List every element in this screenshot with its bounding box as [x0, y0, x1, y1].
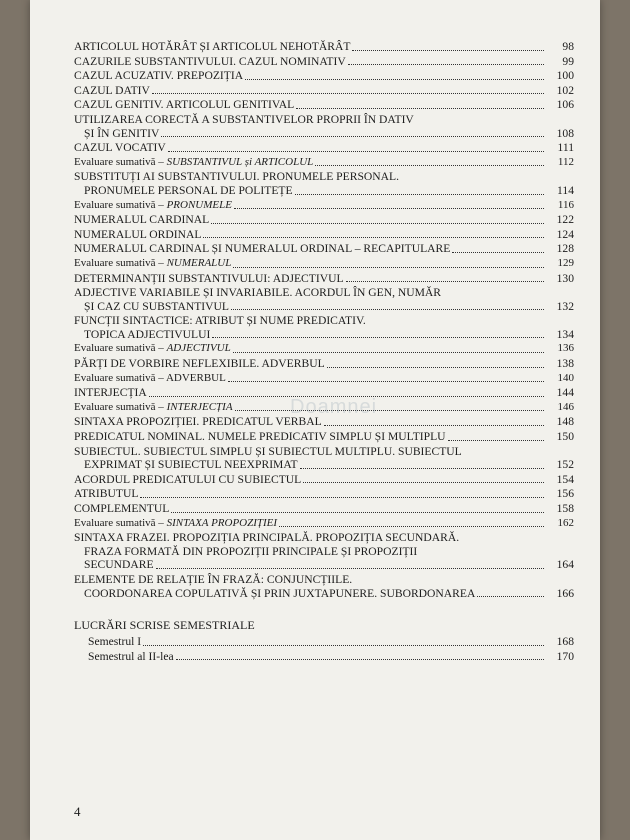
toc-entry-title [74, 531, 546, 572]
toc-page-number: 136 [557, 342, 574, 355]
table-of-contents [74, 40, 574, 664]
dot-leader [140, 487, 544, 498]
toc-entry-title [74, 502, 546, 516]
toc-entry [74, 487, 574, 501]
toc-page-number: 106 [556, 98, 574, 112]
toc-entry-line [74, 170, 546, 184]
toc-entry-title [74, 199, 546, 213]
toc-page-number: 100 [556, 69, 574, 83]
watermark: Doamnei [290, 396, 378, 418]
toc-entry-title [74, 257, 546, 271]
eval-prefix: Evaluare sumativă – [74, 198, 167, 211]
toc-entry-line [74, 55, 546, 69]
eval-prefix: Evaluare sumativă – [74, 256, 167, 269]
toc-entry-text: ACORDUL PREDICATULUI CU SUBIECTUL [74, 472, 302, 486]
toc-entry-text: ARTICOLUL HOTĂRÂT ȘI ARTICOLUL NEHOTĂRÂT [74, 40, 351, 53]
toc-entry-text: ȘI ÎN GENITIV [84, 126, 160, 140]
dot-leader [233, 342, 544, 353]
toc-page-number: 116 [557, 198, 574, 211]
toc-entry-line [74, 242, 546, 256]
dot-leader [176, 650, 544, 661]
dot-leader [228, 372, 544, 383]
toc-entry-title [74, 242, 546, 256]
eval-topic: SUBSTANTIVUL și ARTICOLUL [166, 155, 314, 168]
section-item-label: Semestrul I [88, 635, 142, 649]
toc-entry-line [74, 545, 546, 559]
toc-entry-text: ATRIBUTUL [74, 487, 139, 501]
toc-entry-text [74, 156, 313, 170]
toc-page-number: 146 [557, 400, 574, 413]
toc-entry [74, 199, 574, 213]
toc-page-number: 168 [556, 635, 574, 649]
toc-entry-text: CAZUL ACUZATIV. PREPOZIȚIA [74, 69, 244, 83]
toc-page-number: 166 [556, 586, 574, 600]
dot-leader [452, 242, 544, 253]
toc-entry-title [74, 141, 546, 155]
toc-entry-title [74, 69, 546, 83]
dot-leader [477, 587, 544, 598]
toc-entry-line [74, 257, 546, 271]
toc-entry-text: FUNCȚII SINTACTICE: ATRIBUT ȘI NUME PREDICATIV. [74, 314, 366, 328]
toc-entry-line [74, 113, 546, 127]
toc-entry [74, 98, 574, 112]
toc-page-number: 164 [556, 558, 574, 572]
toc-entry [74, 531, 574, 572]
toc-entry-title [74, 357, 546, 371]
toc-entry-text: NUMERALUL ORDINAL [74, 227, 202, 241]
toc-entry-line [74, 300, 546, 314]
toc-entry [74, 430, 574, 444]
toc-page-number: 108 [556, 126, 574, 140]
toc-entry [74, 372, 574, 386]
toc-page-number: 140 [557, 371, 574, 384]
toc-entry-line [74, 587, 546, 601]
toc-entry-text: SUBIECTUL. SUBIECTUL SIMPLU ȘI SUBIECTUL MULTIPLU. SUBIECTUL [74, 444, 462, 458]
toc-page-number: 170 [556, 649, 574, 663]
toc-page-number: 134 [556, 327, 574, 341]
toc-page-number: 162 [557, 516, 574, 529]
toc-entry-line [74, 502, 546, 516]
section-item-title [74, 650, 546, 664]
dot-leader [168, 141, 544, 152]
toc-entry-line [74, 98, 546, 112]
toc-entry-text: DETERMINANȚII SUBSTANTIVULUI: ADJECTIVUL [74, 271, 344, 285]
toc-entry-text: NUMERALUL CARDINAL [74, 213, 210, 227]
toc-entry-title [74, 113, 546, 140]
toc-page-number: 150 [556, 430, 574, 444]
dot-leader [279, 517, 544, 528]
toc-entry-line [74, 531, 546, 545]
toc-entry-line [74, 372, 546, 386]
toc-entry-text: COORDONAREA COPULATIVĂ ȘI PRIN JUXTAPUNERE. SUBORDONAREA [84, 586, 476, 600]
toc-entry [74, 228, 574, 242]
toc-entry-title [74, 156, 546, 170]
toc-page-number: 102 [556, 83, 574, 97]
toc-entry-line [74, 141, 546, 155]
toc-entry-title [74, 170, 546, 197]
toc-entry-text: ADJECTIVE VARIABILE ȘI INVARIABILE. ACORDUL ÎN GEN, NUMĂR [74, 286, 442, 300]
toc-page-number: 122 [556, 213, 574, 227]
toc-entry-text [74, 517, 277, 531]
toc-entry-text: INTERJECȚIA [74, 386, 147, 400]
toc-entry [74, 286, 574, 313]
dot-leader [211, 213, 544, 224]
toc-entry-line [74, 127, 546, 141]
toc-entry-title [74, 286, 546, 313]
toc-entry [74, 314, 574, 341]
toc-entry-line [74, 328, 546, 342]
toc-entry-line [74, 184, 546, 198]
toc-entry-line [88, 650, 546, 664]
toc-entry-line [74, 458, 546, 472]
toc-page-number: 112 [557, 155, 574, 168]
toc-entry-text: PĂRȚI DE VORBIRE NEFLEXIBILE. ADVERBUL [74, 357, 325, 371]
toc-entry-text: FRAZA FORMATĂ DIN PROPOZIȚII PRINCIPALE ȘI PROPOZIȚII [84, 544, 418, 558]
toc-entry [74, 342, 574, 356]
toc-entry [74, 517, 574, 531]
toc-page-number: 144 [556, 386, 574, 400]
toc-entry-title [74, 40, 546, 54]
eval-topic: INTERJECȚIA [166, 400, 233, 413]
toc-entry [74, 502, 574, 516]
eval-prefix: Evaluare sumativă – [74, 400, 167, 413]
toc-entry-line [74, 199, 546, 213]
dot-leader [315, 156, 544, 167]
toc-entry-title [74, 445, 546, 472]
eval-topic: SINTAXA PROPOZIȚIEI [166, 516, 278, 529]
dot-leader [235, 401, 544, 412]
toc-entry-line [74, 558, 546, 572]
toc-entry-line [74, 228, 546, 242]
toc-entry [74, 141, 574, 155]
dot-leader [171, 502, 544, 513]
toc-entry [74, 40, 574, 54]
dot-leader [303, 473, 544, 484]
toc-entry-text: EXPRIMAT ȘI SUBIECTUL NEEXPRIMAT [84, 458, 298, 472]
toc-entry-text: SUBSTITUȚI AI SUBSTANTIVULUI. PRONUMELE PERSONAL. [74, 170, 399, 184]
toc-page-number: 99 [562, 54, 574, 68]
dot-leader [234, 199, 544, 210]
toc-entry-line [74, 517, 546, 531]
toc-page-number: 156 [556, 487, 574, 501]
section-title: LUCRĂRI SCRISE SEMESTRIALE [74, 618, 255, 633]
toc-entry-line [74, 473, 546, 487]
toc-entry-text: CAZURILE SUBSTANTIVULUI. CAZUL NOMINATIV [74, 54, 346, 68]
toc-entry-line [74, 342, 546, 356]
toc-page-number: 128 [556, 242, 574, 256]
toc-entry-line [88, 635, 546, 649]
toc-page-number: 154 [556, 472, 574, 486]
dot-leader [448, 430, 544, 441]
toc-page-number: 114 [557, 183, 574, 197]
dot-leader [295, 184, 544, 195]
dot-leader [245, 69, 544, 80]
toc-entry-title [74, 84, 546, 98]
toc-entry-text: ELEMENTE DE RELAȚIE ÎN FRAZĂ: CONJUNCȚIILE. [74, 572, 353, 586]
toc-entry-line [74, 272, 546, 286]
eval-topic: PRONUMELE [166, 198, 232, 211]
toc-entry-line [74, 213, 546, 227]
toc-entry-line [74, 573, 546, 587]
toc-page-number: 130 [556, 271, 574, 285]
toc-entry-title [74, 228, 546, 242]
eval-topic: ADVERBUL [165, 371, 226, 384]
toc-entry-text [74, 257, 231, 271]
toc-entry-line [74, 286, 546, 300]
dot-leader [212, 328, 544, 339]
dot-leader [296, 98, 544, 109]
toc-entry [74, 242, 574, 256]
toc-entry-text: SECUNDARE [84, 558, 154, 572]
eval-prefix: Evaluare sumativă – [74, 516, 167, 529]
toc-page-number: 152 [556, 458, 574, 472]
toc-entry-line [74, 314, 546, 328]
book-page [30, 0, 600, 840]
toc-entry-title [74, 473, 546, 487]
toc-entry-text: PREDICATUL NOMINAL. NUMELE PREDICATIV SIMPLU ȘI MULTIPLU [74, 430, 446, 444]
toc-entry-text [74, 342, 231, 356]
toc-entry [74, 573, 574, 600]
dot-leader [152, 84, 544, 95]
toc-entry [74, 170, 574, 197]
toc-entry-title [74, 98, 546, 112]
toc-entry-line [74, 69, 546, 83]
toc-entry-title [74, 372, 546, 386]
toc-entry-text [74, 372, 226, 386]
toc-entry-title [74, 487, 546, 501]
toc-page-number: 98 [562, 40, 574, 53]
page-number: 4 [74, 804, 81, 819]
toc-entry [74, 257, 574, 271]
section-item [74, 635, 574, 649]
eval-prefix: Evaluare sumativă – [74, 155, 167, 168]
dot-leader [346, 272, 544, 283]
toc-entry-title [74, 517, 546, 531]
toc-entry-text: CAZUL VOCATIV [74, 141, 166, 155]
toc-entry-text: NUMERALUL CARDINAL ȘI NUMERALUL ORDINAL – RECAPITULARE [74, 242, 451, 256]
section-item-label: Semestrul al II-lea [88, 649, 174, 663]
toc-entry [74, 473, 574, 487]
toc-entry-text: SINTAXA PROPOZIȚIEI. PREDICATUL VERBAL [74, 415, 322, 429]
dot-leader [231, 300, 544, 311]
dot-leader [161, 127, 544, 138]
toc-page-number: 132 [556, 299, 574, 313]
toc-entry [74, 156, 574, 170]
toc-page-number: 124 [556, 227, 574, 241]
eval-topic: ADJECTIVUL [166, 342, 231, 355]
toc-entry-line [74, 40, 546, 54]
toc-entry-text: PRONUMELE PERSONAL DE POLITEȚE [84, 183, 293, 197]
eval-topic: NUMERALUL [166, 256, 232, 269]
dot-leader [300, 458, 544, 469]
toc-entry [74, 272, 574, 286]
toc-page-number: 148 [556, 415, 574, 429]
toc-entry-text [74, 401, 233, 415]
toc-entry-text: CAZUL GENITIV. ARTICOLUL GENITIVAL [74, 98, 295, 112]
toc-entry-text: UTILIZAREA CORECTĂ A SUBSTANTIVELOR PROPRII ÎN DATIV [74, 112, 414, 126]
toc-entry [74, 113, 574, 140]
dot-leader [348, 55, 544, 66]
toc-page-number: 138 [556, 357, 574, 371]
toc-entry-title [74, 573, 546, 600]
toc-entry-line [74, 487, 546, 501]
toc-page-number: 111 [557, 141, 574, 155]
dot-leader [203, 228, 544, 239]
toc-page-number: 158 [556, 502, 574, 515]
toc-entry-text: TOPICA ADJECTIVULUI [84, 327, 211, 341]
toc-entry [74, 357, 574, 371]
toc-entry [74, 55, 574, 69]
dot-leader [233, 257, 544, 268]
eval-prefix: Evaluare sumativă – [74, 342, 167, 355]
toc-entry-text: CAZUL DATIV [74, 83, 150, 97]
dot-leader [156, 558, 544, 569]
eval-prefix: Evaluare sumativă – [74, 371, 166, 384]
toc-entry-text: COMPLEMENTUL [74, 502, 170, 515]
toc-entry-line [74, 445, 546, 459]
toc-entry-title [74, 430, 546, 444]
toc-entry-title [74, 342, 546, 356]
toc-entry-line [74, 357, 546, 371]
toc-entry-text [74, 199, 232, 213]
toc-entry [74, 445, 574, 472]
toc-entry-title [74, 55, 546, 69]
section-items [74, 635, 574, 663]
toc-entry-line [74, 84, 546, 98]
toc-entry-title [74, 314, 546, 341]
dot-leader [352, 40, 544, 51]
dot-leader [143, 635, 544, 646]
toc-entry [74, 213, 574, 227]
toc-entries [74, 40, 574, 600]
section-item [74, 650, 574, 664]
toc-page-number: 129 [557, 256, 574, 269]
dot-leader [327, 357, 544, 368]
toc-entry [74, 69, 574, 83]
toc-entry-title [74, 213, 546, 227]
toc-entry-text: SINTAXA FRAZEI. PROPOZIȚIA PRINCIPALĂ. PROPOZIȚIA SECUNDARĂ. [74, 531, 460, 545]
section-item-title [74, 635, 546, 649]
toc-entry-title [74, 272, 546, 286]
toc-entry-line [74, 430, 546, 444]
toc-entry-text: ȘI CAZ CU SUBSTANTIVUL [84, 299, 229, 313]
toc-entry-line [74, 156, 546, 170]
toc-entry [74, 84, 574, 98]
